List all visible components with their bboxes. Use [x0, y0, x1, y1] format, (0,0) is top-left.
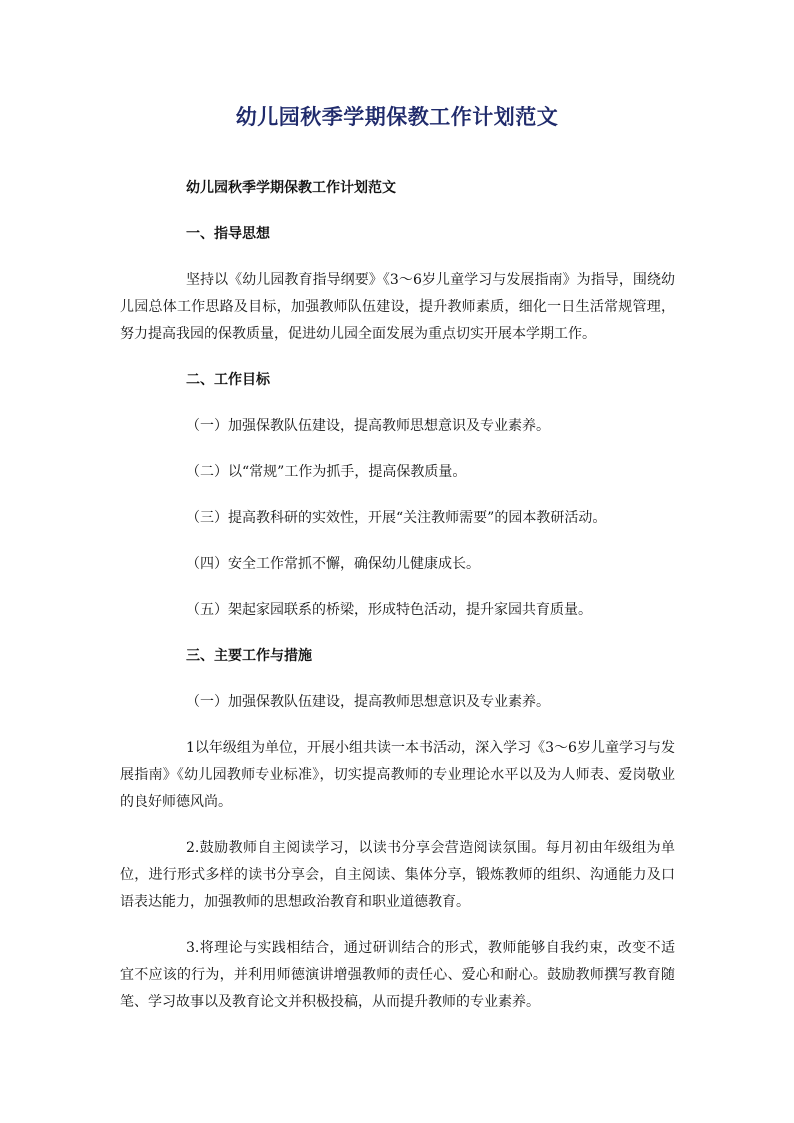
document-title: 幼儿园秋季学期保教工作计划范文 [235, 104, 559, 129]
document-body [120, 175, 675, 1035]
main-work-paragraph-3: 3.将理论与实践相结合，通过研训结合的形式，教师能够自我约束，改变不适宜不应该的行为，并利用师德演讲增强教师的责任心、爱心和耐心。鼓励教师撰写教育随笔、学习故事以及教育论文并积极投稿，从而提升教师的专业素养。 [120, 940, 675, 1010]
section-heading-main-work: 三、主要工作与措施 [186, 648, 312, 664]
main-work-paragraph-1: 1以年级组为单位，开展小组共读一本书活动，深入学习《3～6岁儿童学习与发展指南》《幼儿园教师专业标准》，切实提高教师的专业理论水平以及为人师表、爱岗敬业的良好师德风尚。 [120, 740, 675, 810]
goal-item-5: （五）架起家园联系的桥梁，形成特色活动，提升家园共育质量。 [186, 602, 592, 618]
main-work-paragraph-2: 2.鼓励教师自主阅读学习，以读书分享会营造阅读氛围。每月初由年级组为单位，进行形式多样的读书分享会，自主阅读、集体分享，锻炼教师的组织、沟通能力及口语表达能力，加强教师的思想政治教育和职业道德教育。 [120, 840, 675, 910]
goal-item-3: （三）提高教科研的实效性，开展“关注教师需要”的园本教研活动。 [186, 510, 607, 526]
section-heading-work-goals: 二、工作目标 [186, 372, 270, 388]
document-subtitle: 幼儿园秋季学期保教工作计划范文 [186, 180, 396, 196]
paragraph-guiding-ideology: 坚持以《幼儿园教育指导纲要》《3～6岁儿童学习与发展指南》为指导，围绕幼儿园总体工作思路及目标，加强教师队伍建设，提升教师素质，细化一日生活常规管理，努力提高我园的保教质量，促进幼儿园全面发展为重点切实开展本学期工作。 [120, 272, 675, 342]
goal-item-2: （二）以“常规”工作为抓手，提高保教质量。 [186, 464, 467, 480]
section-heading-guiding-ideology: 一、指导思想 [186, 226, 270, 242]
goal-item-4: （四）安全工作常抓不懈，确保幼儿健康成长。 [186, 556, 480, 572]
main-work-sub-item-1: （一）加强保教队伍建设，提高教师思想意识及专业素养。 [186, 694, 550, 710]
goal-item-1: （一）加强保教队伍建设，提高教师思想意识及专业素养。 [186, 418, 550, 434]
